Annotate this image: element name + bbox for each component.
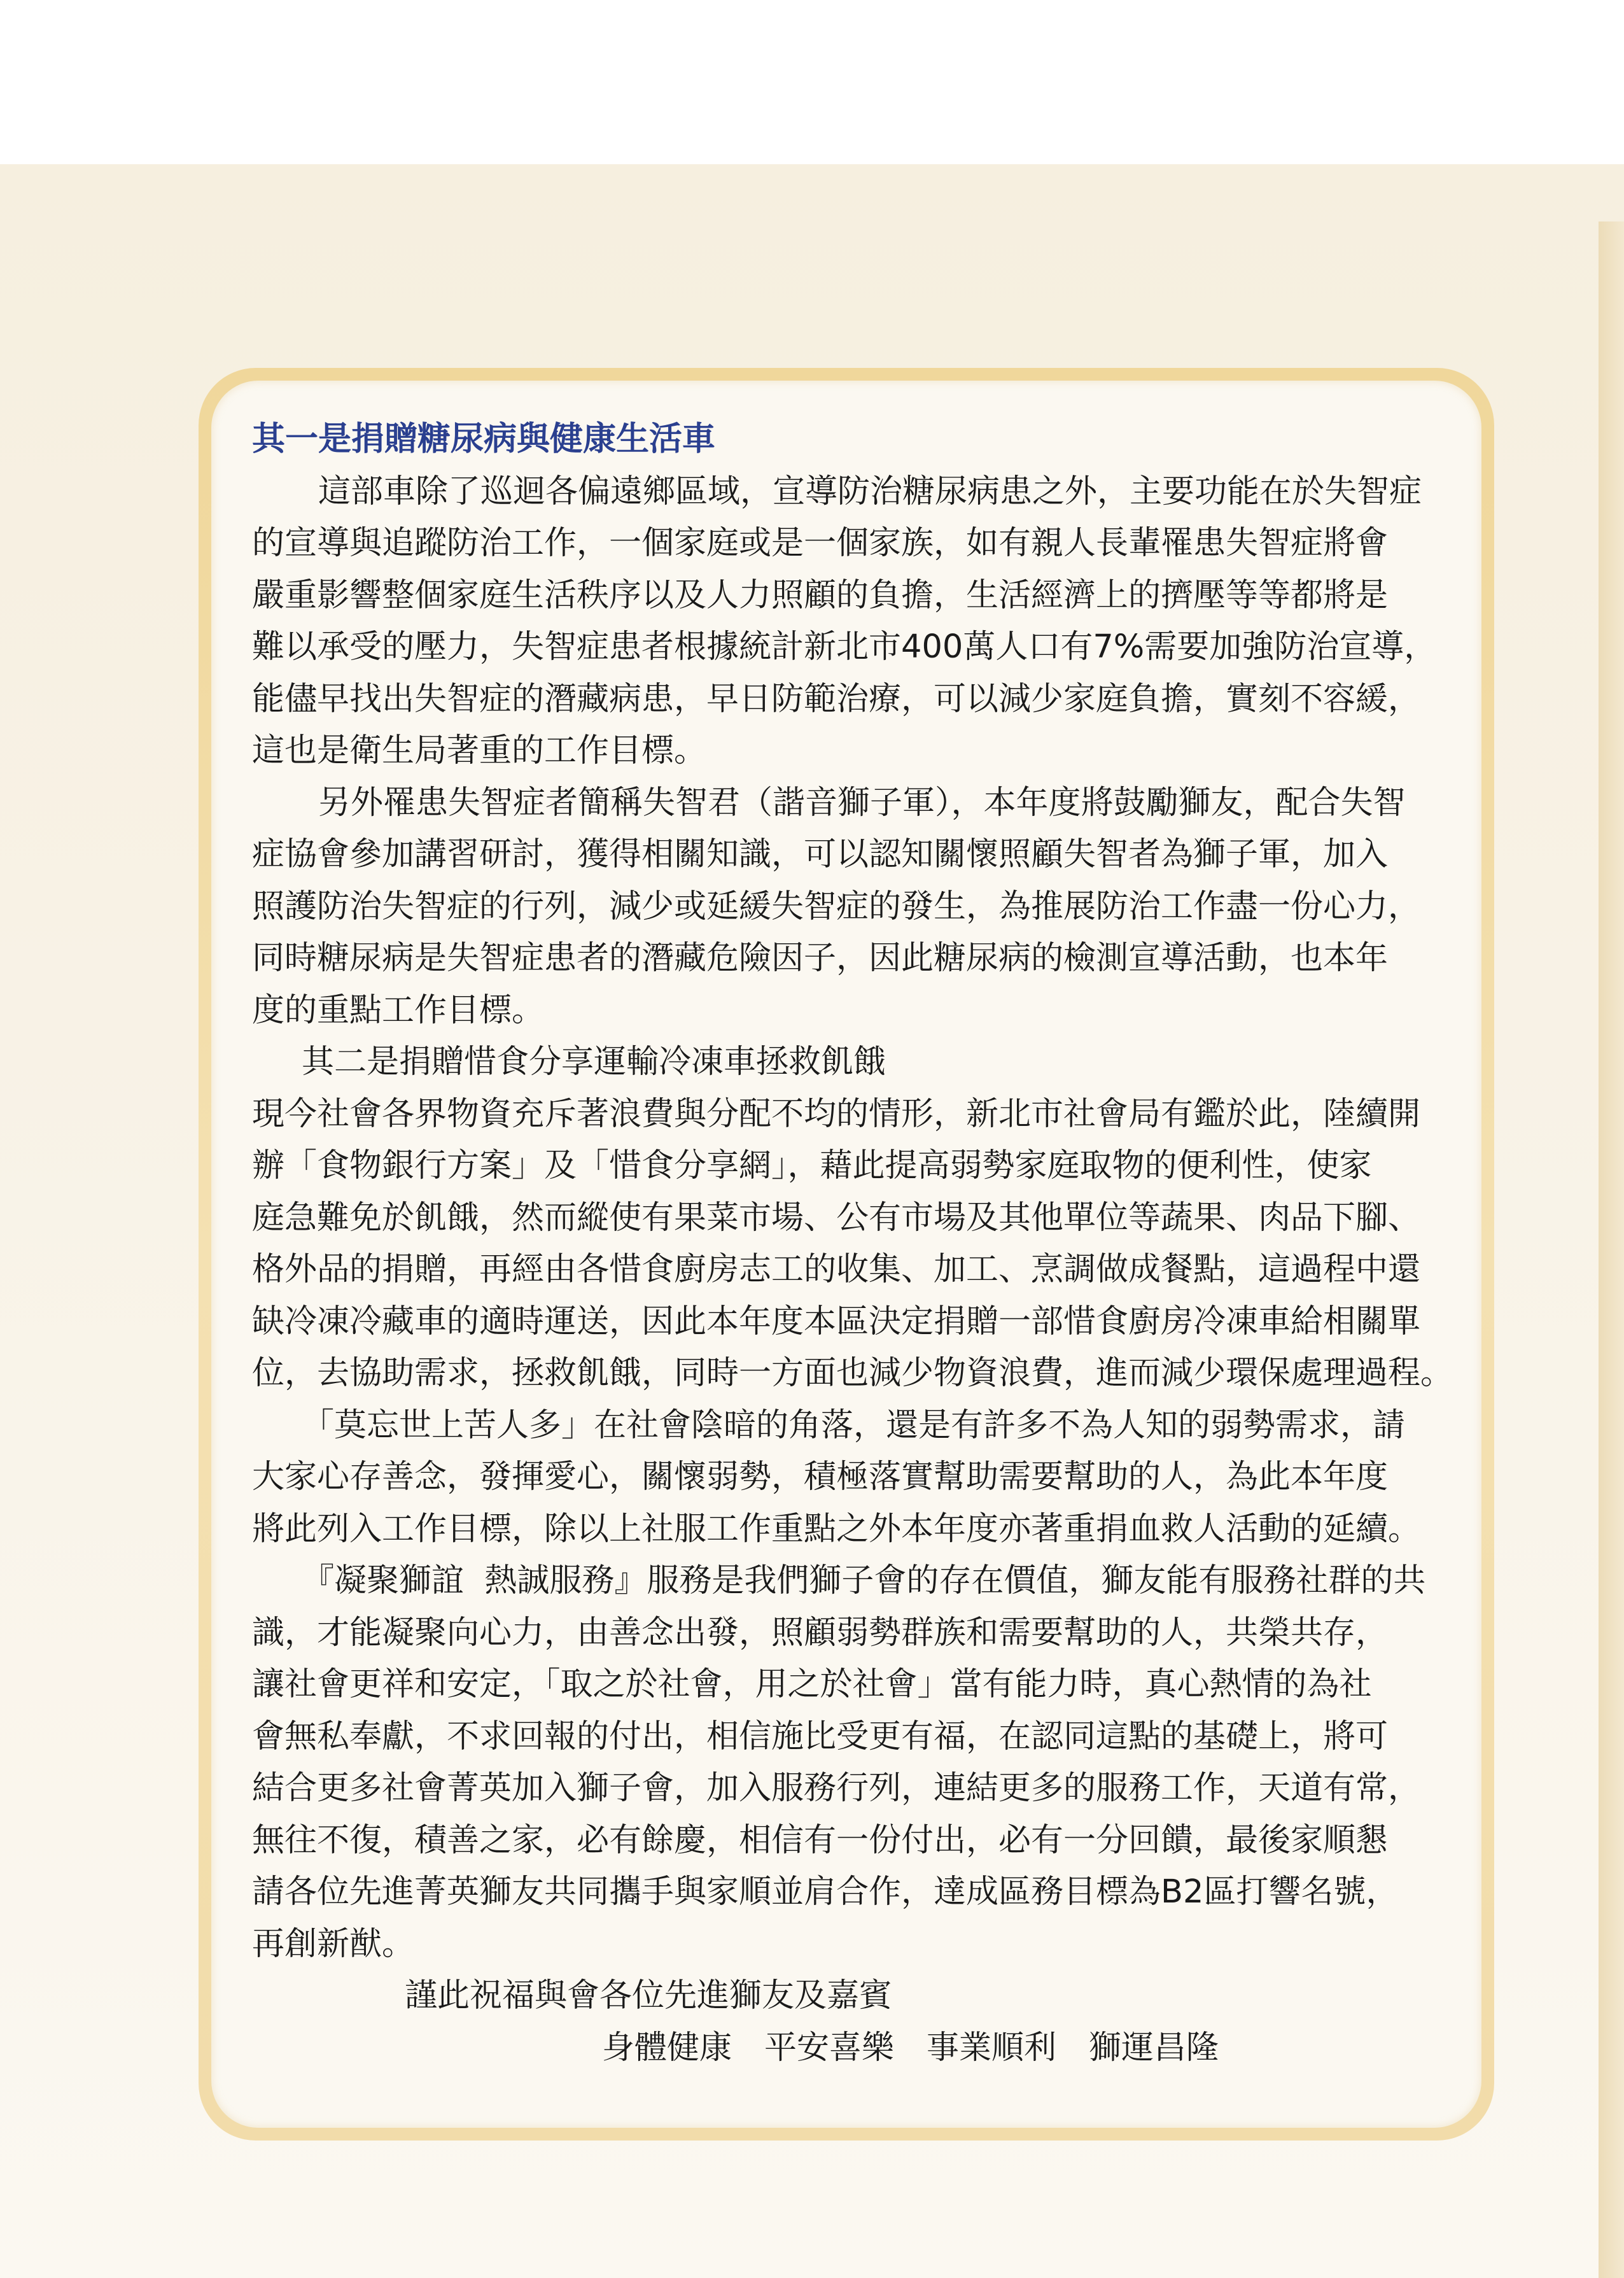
page-edge-strip xyxy=(1599,221,1624,2278)
paragraph-line: 將此列入工作目標，除以上社服工作重點之外本年度亦著重捐血救人活動的延續。 xyxy=(252,1510,1421,1548)
paragraph-line: 庭急難免於飢餓，然而縱使有果菜市場、公有市場及其他單位等蔬果、肉品下腳、 xyxy=(252,1199,1421,1237)
paragraph-line: 位，去協助需求，拯救飢餓，同時一方面也減少物資浪費，進而減少環保處理過程。 xyxy=(252,1354,1453,1392)
paragraph-line: 現今社會各界物資充斥著浪費與分配不均的情形，新北市社會局有鑑於此，陸續開 xyxy=(252,1095,1421,1133)
paragraph-line: 再創新猷。 xyxy=(252,1925,415,1963)
paragraph-line: 這也是衛生局著重的工作目標。 xyxy=(252,732,707,770)
subsection-heading: 其二是捐贈惜食分享運輸冷凍車拯救飢餓 xyxy=(302,1043,886,1081)
paragraph-line: 度的重點工作目標。 xyxy=(252,991,545,1029)
section-heading: 其一是捐贈糖尿病與健康生活車 xyxy=(252,420,716,458)
paragraph-line: 讓社會更祥和安定，「取之於社會，用之於社會」當有能力時，真心熱情的為社 xyxy=(252,1666,1372,1703)
paragraph-line: 識，才能凝聚向心力，由善念出發，照顧弱勢群族和需要幫助的人，共榮共存， xyxy=(252,1614,1389,1652)
paragraph-line: 照護防治失智症的行列，減少或延緩失智症的發生，為推展防治工作盡一份心力， xyxy=(252,887,1421,925)
paragraph-line: 嚴重影響整個家庭生活秩序以及人力照顧的負擔，生活經濟上的擠壓等等都將是 xyxy=(252,576,1389,614)
paragraph-line: 結合更多社會菁英加入獅子會，加入服務行列，連結更多的服務工作，天道有常， xyxy=(252,1769,1421,1807)
paragraph-line: 請各位先進菁英獅友共同攜手與家順並肩合作，達成區務目標為B2區打響名號， xyxy=(252,1873,1399,1911)
paragraph-line: 症協會參加講習研討，獲得相關知識，可以認知關懷照顧失智者為獅子軍，加入 xyxy=(252,836,1389,873)
closing-wishes: 身體健康 平安喜樂 事業順利 獅運昌隆 xyxy=(602,2028,1219,2067)
paragraph-line: 的宣導與追蹤防治工作，一個家庭或是一個家族，如有親人長輩罹患失智症將會 xyxy=(252,524,1389,562)
paragraph-line: 同時糖尿病是失智症患者的潛藏危險因子，因此糖尿病的檢測宣導活動，也本年 xyxy=(252,939,1389,977)
paragraph-line: 辦「食物銀行方案」及「惜食分享網」，藉此提高弱勢家庭取物的便利性，使家 xyxy=(252,1147,1372,1185)
closing-blessing: 謹此祝福與會各位先進獅友及嘉賓 xyxy=(405,1977,892,2014)
paragraph-line: 大家心存善念，發揮愛心，關懷弱勢，積極落實幫助需要幫助的人，為此本年度 xyxy=(252,1458,1389,1496)
paragraph-line: 另外罹患失智症者簡稱失智君（諧音獅子軍），本年度將鼓勵獅友，配合失智 xyxy=(318,784,1406,822)
article-body xyxy=(252,414,1493,2074)
paragraph-line: 能儘早找出失智症的潛藏病患，早日防範治療，可以減少家庭負擔，實刻不容緩， xyxy=(252,680,1421,718)
paragraph-line: 難以承受的壓力，失智症患者根據統計新北市400萬人口有7%需要加強防治宣導， xyxy=(252,628,1437,666)
paragraph-line: 『凝聚獅誼 熱誠服務』服務是我們獅子會的存在價值，獅友能有服務社群的共 xyxy=(302,1562,1426,1600)
paragraph-line: 會無私奉獻，不求回報的付出，相信施比受更有福，在認同這點的基礎上，將可 xyxy=(252,1717,1389,1755)
paragraph-line: 這部車除了巡迴各偏遠鄉區域，宣導防治糖尿病患之外，主要功能在於失智症 xyxy=(318,472,1422,510)
paragraph-line: 無往不復，積善之家，必有餘慶，相信有一份付出，必有一分回饋，最後家順懇 xyxy=(252,1821,1389,1859)
paragraph-line: 缺冷凍冷藏車的適時運送，因此本年度本區決定捐贈一部惜食廚房冷凍車給相關單 xyxy=(252,1302,1421,1340)
paragraph-line: 格外品的捐贈，再經由各惜食廚房志工的收集、加工、烹調做成餐點，這過程中還 xyxy=(252,1251,1421,1288)
paragraph-line: 「莫忘世上苦人多」在社會陰暗的角落，還是有許多不為人知的弱勢需求，請 xyxy=(302,1406,1406,1444)
